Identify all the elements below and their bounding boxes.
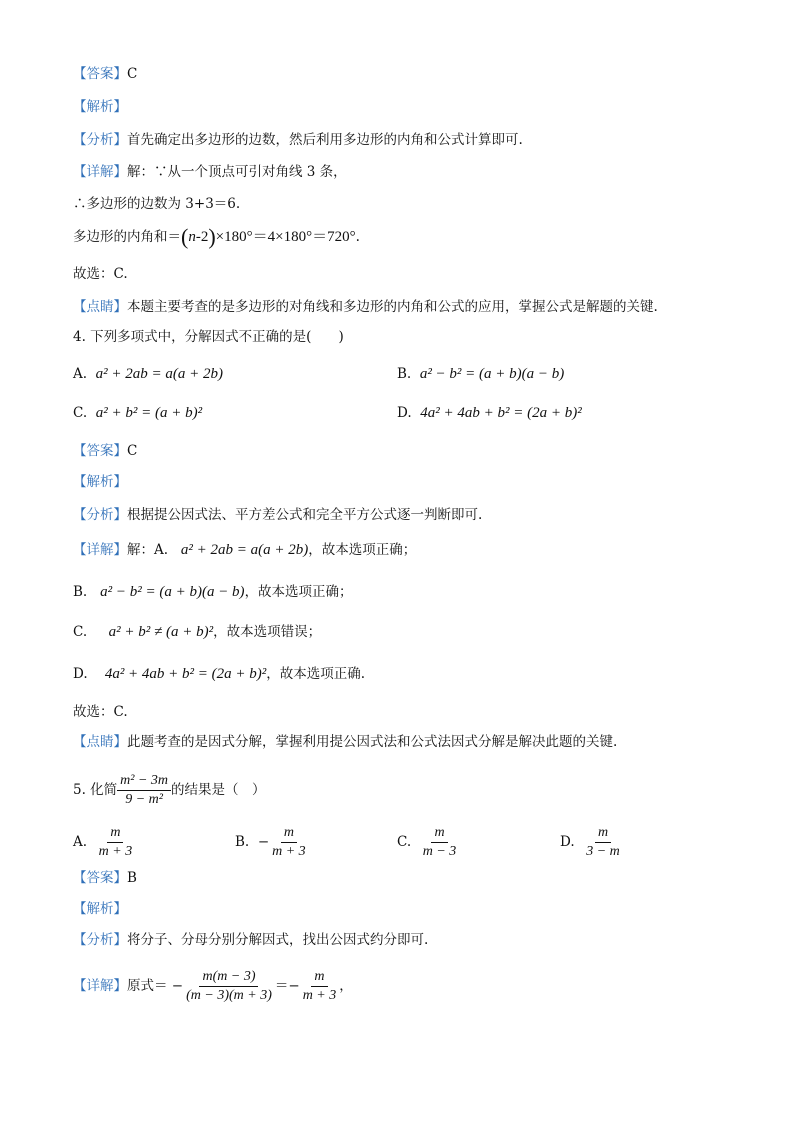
- option-fraction: [420, 825, 460, 860]
- dianjing-tag: 【点睛】: [73, 734, 127, 750]
- detail-suffix: ，: [339, 978, 353, 994]
- answer-line-q3: [73, 64, 137, 84]
- option-letter: C.: [397, 834, 412, 850]
- angle-formula-rest: ×180°＝4×180°＝720°: [215, 229, 356, 245]
- detail-b-prefix: B.: [73, 584, 88, 600]
- xiangjie-text: 解：∵从一个顶点可引对角线 3 条，: [127, 164, 347, 180]
- q4-option-a: [73, 364, 223, 384]
- analysis-heading-q5: [73, 899, 127, 919]
- option-letter: C.: [73, 405, 88, 421]
- option-letter: A.: [73, 366, 88, 382]
- answer-value: C: [127, 443, 138, 459]
- question-5-fraction: [117, 773, 171, 808]
- detail-fraction-1: [183, 969, 275, 1004]
- answer-tag: 【答案】: [73, 66, 127, 82]
- dianjing-text: 此题考查的是因式分解，掌握利用提公因式法和公式法因式分解是解决此题的关键.: [127, 734, 618, 750]
- detail-c-prefix: C.: [73, 624, 88, 640]
- analysis-heading-q4: [73, 472, 127, 492]
- detail-d-expr: 4a² + 4ab + b² = (2a + b)²: [104, 666, 267, 682]
- fenxi-line-q3: [73, 130, 523, 150]
- question-5-suffix: 的结果是（ ）: [171, 782, 266, 798]
- detail-eq: ＝−: [274, 978, 300, 994]
- detail-a-suffix: ，故本选项正确；: [308, 542, 417, 558]
- q5-option-b: [235, 822, 309, 862]
- detail-line-q5: [73, 966, 353, 1006]
- analysis-tag: 【解析】: [73, 99, 127, 115]
- fenxi-tag: 【分析】: [73, 507, 127, 523]
- fenxi-line-q5: [73, 930, 428, 950]
- option-letter: D.: [397, 405, 412, 421]
- analysis-tag: 【解析】: [73, 901, 127, 917]
- fraction-denominator: m + 3: [302, 988, 337, 1003]
- option-expr: a² + b² = (a + b)²: [95, 405, 203, 421]
- angle-formula-minus: -2: [195, 229, 209, 245]
- detail-a-line: [73, 540, 416, 560]
- fraction-numerator: m: [595, 825, 611, 843]
- fraction-denominator: 3 − m: [586, 844, 620, 859]
- edge-count-line: [73, 194, 240, 214]
- analysis-tag: 【解析】: [73, 474, 127, 490]
- fraction-denominator: 9 − m²: [125, 792, 163, 807]
- fraction-denominator: m − 3: [422, 844, 457, 859]
- angle-formula-n: n: [188, 229, 196, 245]
- question-5-prefix: 5. 化简: [73, 782, 118, 798]
- option-fraction: [269, 825, 309, 860]
- question-4-stem: [73, 327, 344, 347]
- detail-prefix: 原式＝ −: [127, 978, 184, 994]
- answer-tag: 【答案】: [73, 870, 127, 886]
- option-sign: −: [257, 834, 270, 850]
- xiangjie-tag: 【详解】: [73, 978, 127, 994]
- q5-option-c: [397, 822, 459, 862]
- detail-a-prefix: 解：A.: [127, 542, 169, 558]
- fenxi-text: 根据提公因式法、平方差公式和完全平方公式逐一判断即可.: [127, 507, 483, 523]
- detail-c-expr: a² + b² ≠ (a + b)²: [108, 624, 214, 640]
- fraction-denominator: m + 3: [98, 844, 133, 859]
- fraction-denominator: m + 3: [272, 844, 306, 859]
- question-5-stem: [73, 770, 266, 810]
- dianjing-text: 本题主要考查的是多边形的对角线和多边形的内角和公式的应用，掌握公式是解题的关键.: [127, 299, 658, 315]
- fraction-numerator: m² − 3m: [117, 773, 171, 791]
- dianjing-line-q3: [73, 297, 658, 317]
- q5-option-a: [73, 822, 135, 862]
- q5-option-d: [560, 822, 623, 862]
- dianjing-line-q4: [73, 732, 617, 752]
- fraction-numerator: m: [281, 825, 297, 843]
- option-expr: a² − b² = (a + b)(a − b): [419, 366, 565, 382]
- answer-tag: 【答案】: [73, 443, 127, 459]
- fenxi-text: 将分子、分母分别分解因式，找出公因式约分即可.: [127, 932, 429, 948]
- choice-line-q4: [73, 702, 128, 722]
- detail-b-suffix: ，故本选项正确；: [244, 584, 353, 600]
- fenxi-tag: 【分析】: [73, 132, 127, 148]
- edge-count-text: ∴多边形的边数为 3+3＝6.: [73, 196, 241, 212]
- fraction-denominator: (m − 3)(m + 3): [186, 988, 272, 1003]
- choice-text: 故选：C.: [73, 704, 128, 720]
- detail-c-line: [73, 622, 321, 642]
- fraction-numerator: m: [311, 969, 327, 987]
- angle-sum-suffix: .: [355, 229, 360, 245]
- option-letter: A.: [73, 834, 88, 850]
- fraction-numerator: m(m − 3): [199, 969, 258, 987]
- xiangjie-tag: 【详解】: [73, 164, 127, 180]
- detail-a-expr: a² + 2ab = a(a + 2b): [180, 542, 309, 558]
- q4-option-d: [397, 403, 582, 423]
- detail-d-suffix: ，故本选项正确.: [266, 666, 366, 682]
- option-letter: B.: [397, 366, 412, 382]
- option-fraction: [96, 825, 136, 860]
- option-fraction: [583, 825, 623, 860]
- q4-option-b: [397, 364, 564, 384]
- angle-sum-line: 多边形的内角和＝(n-2)×180°＝4×180°＝720°.: [73, 224, 360, 249]
- detail-b-expr: a² − b² = (a + b)(a − b): [100, 584, 245, 600]
- option-expr: 4a² + 4ab + b² = (2a + b)²: [420, 405, 582, 421]
- detail-d-line: [73, 664, 365, 684]
- fenxi-text: 首先确定出多边形的边数，然后利用多边形的内角和公式计算即可.: [127, 132, 523, 148]
- detail-d-prefix: D.: [73, 666, 88, 682]
- q4-option-c: [73, 403, 202, 423]
- choice-line-q3: [73, 264, 128, 284]
- detail-b-line: [73, 582, 353, 602]
- option-expr: a² + 2ab = a(a + 2b): [95, 366, 223, 382]
- answer-line-q5: [73, 868, 137, 888]
- answer-line-q4: [73, 441, 137, 461]
- fenxi-line-q4: [73, 505, 482, 525]
- dianjing-tag: 【点睛】: [73, 299, 127, 315]
- angle-sum-prefix: 多边形的内角和＝: [73, 229, 181, 245]
- option-letter: D.: [560, 834, 575, 850]
- fraction-numerator: m: [431, 825, 447, 843]
- answer-value: C: [127, 66, 138, 82]
- fraction-numerator: m: [107, 825, 123, 843]
- analysis-heading-q3: [73, 97, 127, 117]
- detail-c-suffix: ，故本选项错误；: [213, 624, 322, 640]
- choice-text: 故选：C.: [73, 266, 128, 282]
- xiangjie-tag: 【详解】: [73, 542, 127, 558]
- question-4-text: 4. 下列多项式中，分解因式不正确的是( ): [73, 329, 344, 345]
- answer-value: B: [127, 870, 137, 886]
- xiangjie-line-q3: [73, 162, 347, 182]
- fenxi-tag: 【分析】: [73, 932, 127, 948]
- option-letter: B.: [235, 834, 250, 850]
- detail-fraction-2: [300, 969, 340, 1004]
